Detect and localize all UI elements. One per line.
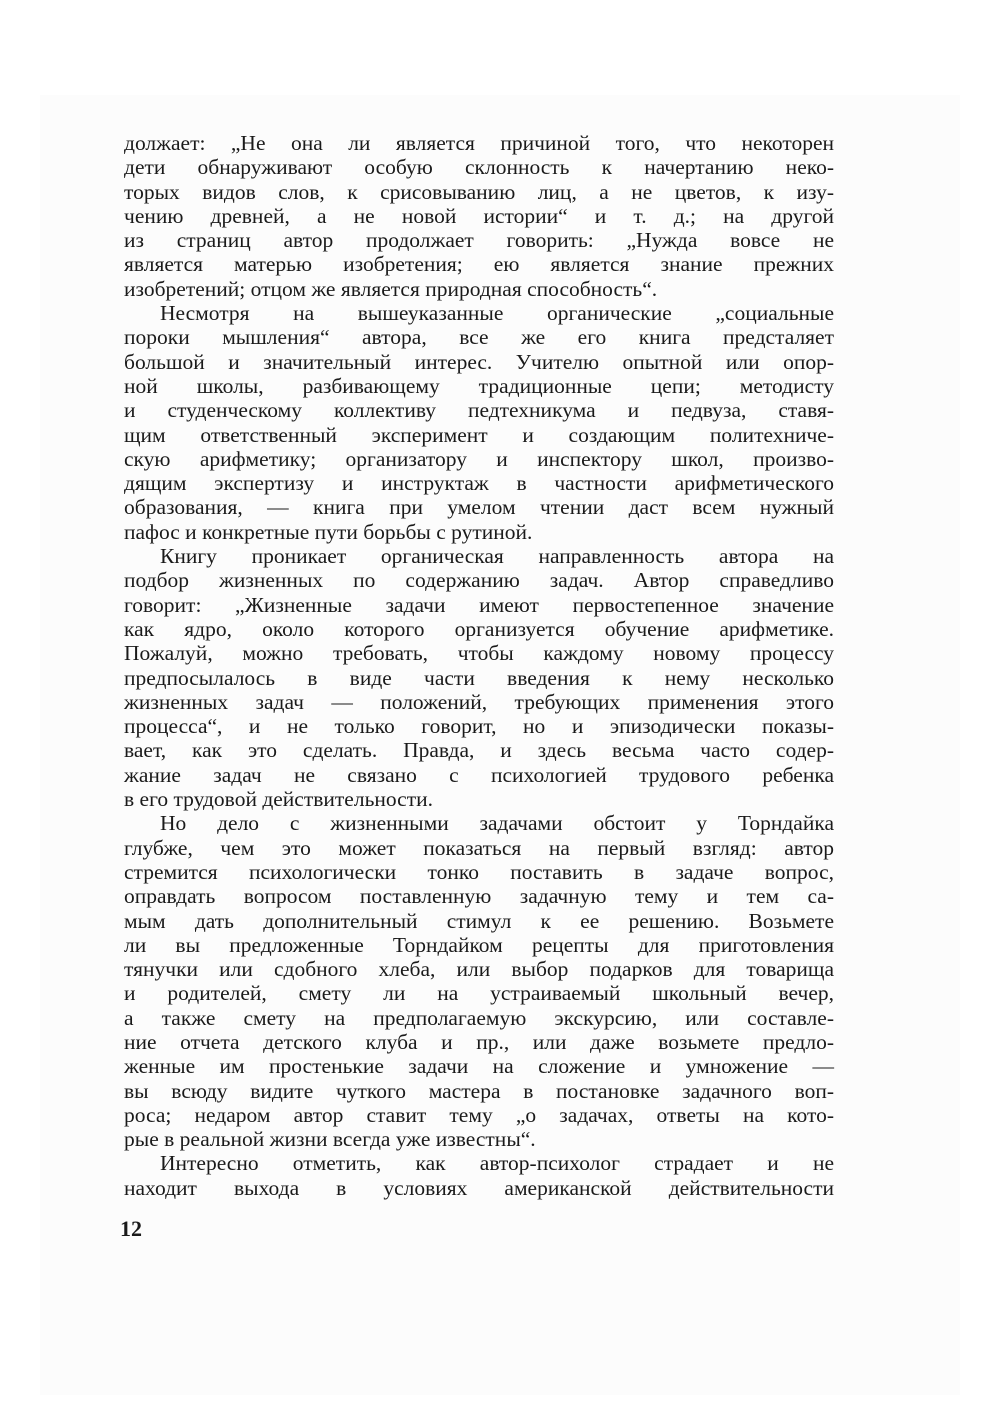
text-line: чению древней, а не новой истории“ и т. д.; на другой bbox=[124, 203, 834, 228]
text-line: рые в реальной жизни всегда уже известны“. bbox=[124, 1127, 536, 1152]
text-line: дящим экспертизу и инструктаж в частности арифметического bbox=[124, 471, 834, 496]
text-line: и родителей, смету ли на устраиваемый школьный вечер, bbox=[124, 981, 834, 1006]
text-line: дети обнаруживают особую склонность к начертанию неко- bbox=[124, 155, 834, 180]
text-line: находит выхода в условиях американской действительности bbox=[124, 1175, 834, 1200]
text-line: вает, как это сделать. Правда, и здесь весьма часто содер- bbox=[124, 738, 834, 763]
text-line: скую арифметику; организатору и инспектору школ, произво- bbox=[124, 446, 834, 471]
text-line: изобретений; отцом же является природная способность“. bbox=[124, 276, 658, 301]
text-line: как ядро, около которого организуется обучение арифметике. bbox=[124, 616, 834, 641]
text-line: подбор жизненных по содержанию задач. Автор справедливо bbox=[124, 568, 834, 593]
text-line: стремится психологически тонко поставить в задаче вопрос, bbox=[124, 859, 834, 884]
text-line: Пожалуй, можно требовать, чтобы каждому новому процессу bbox=[124, 641, 834, 666]
text-line: Книгу проникает органическая направленность автора на bbox=[160, 544, 834, 569]
text-line: жизненных задач — положений, требующих применения этого bbox=[124, 689, 834, 714]
text-line: Интересно отметить, как автор-психолог страдает и не bbox=[160, 1151, 834, 1176]
text-line: является матерью изобретения; ею является знание прежних bbox=[124, 252, 834, 277]
text-line: и студенческому коллективу педтехникума и педвуза, ставя- bbox=[124, 398, 834, 423]
text-line: из страниц автор продолжает говорить: „Нужда вовсе не bbox=[124, 228, 834, 253]
text-line: пафос и конкретные пути борьбы с рутиной. bbox=[124, 519, 533, 544]
text-line: в его трудовой действительности. bbox=[124, 787, 433, 812]
text-line: тянучки или сдобного хлеба, или выбор подарков для товарища bbox=[124, 957, 834, 982]
text-line: а также смету на предполагаемую экскурсию, или составле- bbox=[124, 1005, 834, 1030]
text-line: торых видов слов, к срисовыванию лиц, а не цветов, к изу- bbox=[124, 179, 834, 204]
text-line: ние отчета детского клуба и пр., или даже возьмете предло- bbox=[124, 1029, 834, 1054]
page-number: 12 bbox=[120, 1216, 142, 1241]
text-line: глубже, чем это может показаться на первый взгляд: автор bbox=[124, 835, 834, 860]
text-line: процесса“, и не только говорит, но и эпизодически показы- bbox=[124, 714, 834, 739]
text-line: Несмотря на вышеуказанные органические „социальные bbox=[160, 301, 834, 326]
text-line: предпосылалось в виде части введения к нему несколько bbox=[124, 665, 834, 690]
text-line: жание задач не связано с психологией трудового ребенка bbox=[124, 762, 834, 787]
text-line: ли вы предложенные Торндайком рецепты для приготовления bbox=[124, 932, 834, 957]
text-line: ной школы, разбивающему традиционные цепи; методисту bbox=[124, 373, 834, 398]
text-line: роса; недаром автор ставит тему „о задачах, ответы на кото- bbox=[124, 1102, 834, 1127]
text-line: большой и значительный интерес. Учителю опытной или опор- bbox=[124, 349, 834, 374]
text-line: мым дать дополнительный стимул к ее решению. Возьмете bbox=[124, 908, 834, 933]
text-line: щим ответственный эксперимент и создающим политехниче- bbox=[124, 422, 834, 447]
text-line: женные им простенькие задачи на сложение и умножение — bbox=[124, 1054, 834, 1079]
text-line: должает: „Не она ли является причиной того, что некоторен bbox=[124, 131, 834, 155]
text-line: вы всюду видите чуткого мастера в постановке задачного воп- bbox=[124, 1078, 834, 1103]
text-line: Но дело с жизненными задачами обстоит у Торндайка bbox=[160, 811, 834, 836]
text-line: говорит: „Жизненные задачи имеют первостепенное значение bbox=[124, 592, 834, 617]
text-line: пороки мышления“ автора, все же его книга предсталяет bbox=[124, 325, 834, 350]
text-line: оправдать вопросом поставленную задачную тему и тем са- bbox=[124, 884, 834, 909]
text-line: образования, — книга при умелом чтении даст всем нужный bbox=[124, 495, 834, 520]
body-text bbox=[124, 131, 834, 1200]
